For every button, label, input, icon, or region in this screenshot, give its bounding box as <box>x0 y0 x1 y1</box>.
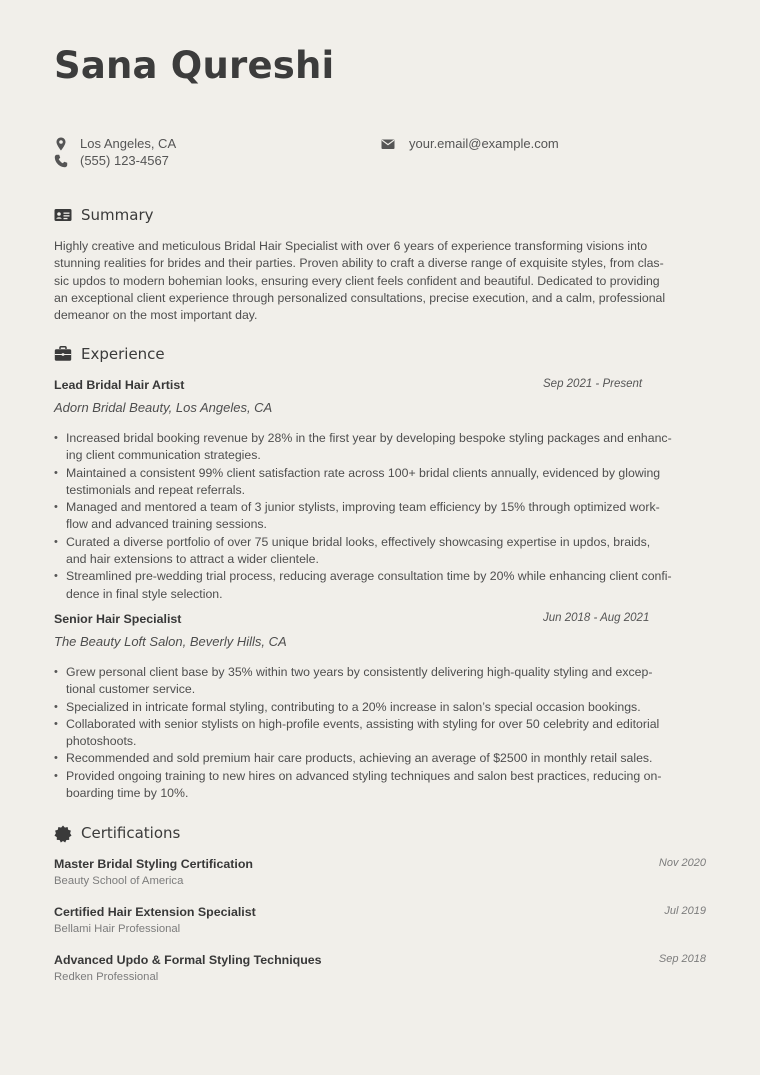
summary-line: sic updos to modern bohemian looks, ensuring every client feels confident and beautiful. Dedicated to providing <box>54 273 660 288</box>
id-card-icon <box>54 207 72 223</box>
experience-section-heading <box>54 345 165 363</box>
cert-title: Master Bridal Styling Certification <box>54 857 253 871</box>
summary-heading-text: Summary <box>81 206 154 224</box>
job-bullet: • Grew personal client base by 35% within two years by consistently delivering high-quality styling and excep- tional customer service. <box>54 664 706 699</box>
certificate-badge-icon <box>54 825 72 841</box>
job-dates: Jun 2018 - Aug 2021 <box>543 612 650 624</box>
envelope-icon <box>381 137 395 151</box>
summary-section-heading <box>54 206 154 224</box>
contact-location <box>54 136 176 151</box>
summary-line: Highly creative and meticulous Bridal Hair Specialist with over 6 years of experience transforming visions into <box>54 239 648 253</box>
cert-date: Jul 2019 <box>664 905 706 917</box>
briefcase-icon <box>54 346 72 362</box>
cert-title: Certified Hair Extension Specialist <box>54 905 256 919</box>
cert-issuer: Redken Professional <box>54 971 159 983</box>
contact-phone <box>54 153 169 168</box>
job-bullet-list <box>54 664 706 802</box>
job-bullet-list <box>54 430 706 603</box>
summary-paragraph <box>54 238 704 324</box>
job-title: Lead Bridal Hair Artist <box>54 378 185 392</box>
cert-issuer: Beauty School of America <box>54 875 184 887</box>
cert-title: Advanced Updo & Formal Styling Techniques <box>54 953 322 967</box>
job-bullet: • Streamlined pre-wedding trial process, reducing average consultation time by 20% while enhancing client confi- dence in final style selection. <box>54 568 706 603</box>
candidate-name: Sana Qureshi <box>54 44 335 87</box>
job-bullet: • Specialized in intricate formal styling, contributing to a 20% increase in salon’s special occasion bookings. <box>54 699 706 716</box>
phone-icon <box>54 154 68 168</box>
summary-line: demeanor on the most important day. <box>54 308 258 323</box>
job-bullet: • Recommended and sold premium hair care products, achieving an average of $2500 in monthly retail sales. <box>54 750 706 767</box>
email-link[interactable]: your.email@example.com <box>409 136 559 151</box>
job-dates: Sep 2021 - Present <box>543 378 643 390</box>
cert-date: Nov 2020 <box>658 857 706 869</box>
job-bullet: • Managed and mentored a team of 3 junior stylists, improving team efficiency by 15% through optimized work- flow and advanced training sessions. <box>54 499 706 534</box>
job-bullet: • Curated a diverse portfolio of over 75 unique bridal looks, effectively showcasing expertise in updos, braids, and hair extensions to attract a wider clientele. <box>54 534 706 569</box>
certifications-heading-text: Certifications <box>81 824 181 842</box>
job-bullet: • Provided ongoing training to new hires on advanced styling techniques and salon best practices, reducing on- boarding time by 10%. <box>54 768 706 803</box>
job-company: The Beauty Loft Salon, Beverly Hills, CA <box>54 634 287 649</box>
phone-text: (555) 123-4567 <box>80 153 169 168</box>
summary-line: an exceptional client experience through personalized consultations, precise execution, and a calm, professional <box>54 290 666 305</box>
job-bullet: • Maintained a consistent 99% client satisfaction rate across 100+ bridal clients annually, evidenced by glowing testimonials and repeat referrals. <box>54 465 706 500</box>
certifications-section-heading <box>54 824 180 842</box>
cert-issuer: Bellami Hair Professional <box>54 923 181 935</box>
map-pin-icon <box>54 137 68 151</box>
experience-heading-text: Experience <box>81 345 165 363</box>
cert-date: Sep 2018 <box>658 953 706 965</box>
job-bullet: • Collaborated with senior stylists on high-profile events, assisting with styling for over 50 celebrity and editorial photoshoots. <box>54 716 706 751</box>
contact-email[interactable] <box>381 136 559 151</box>
job-title: Senior Hair Specialist <box>54 612 182 626</box>
job-company: Adorn Bridal Beauty, Los Angeles, CA <box>54 400 273 415</box>
job-bullet: • Increased bridal booking revenue by 28% in the first year by developing bespoke styling packages and enhanc- ing client communication strategies. <box>54 430 706 465</box>
location-text: Los Angeles, CA <box>80 136 177 151</box>
summary-line: stunning realities for brides and their parties. Proven ability to craft a diverse range of exquisite styles, from clas- <box>54 256 664 271</box>
